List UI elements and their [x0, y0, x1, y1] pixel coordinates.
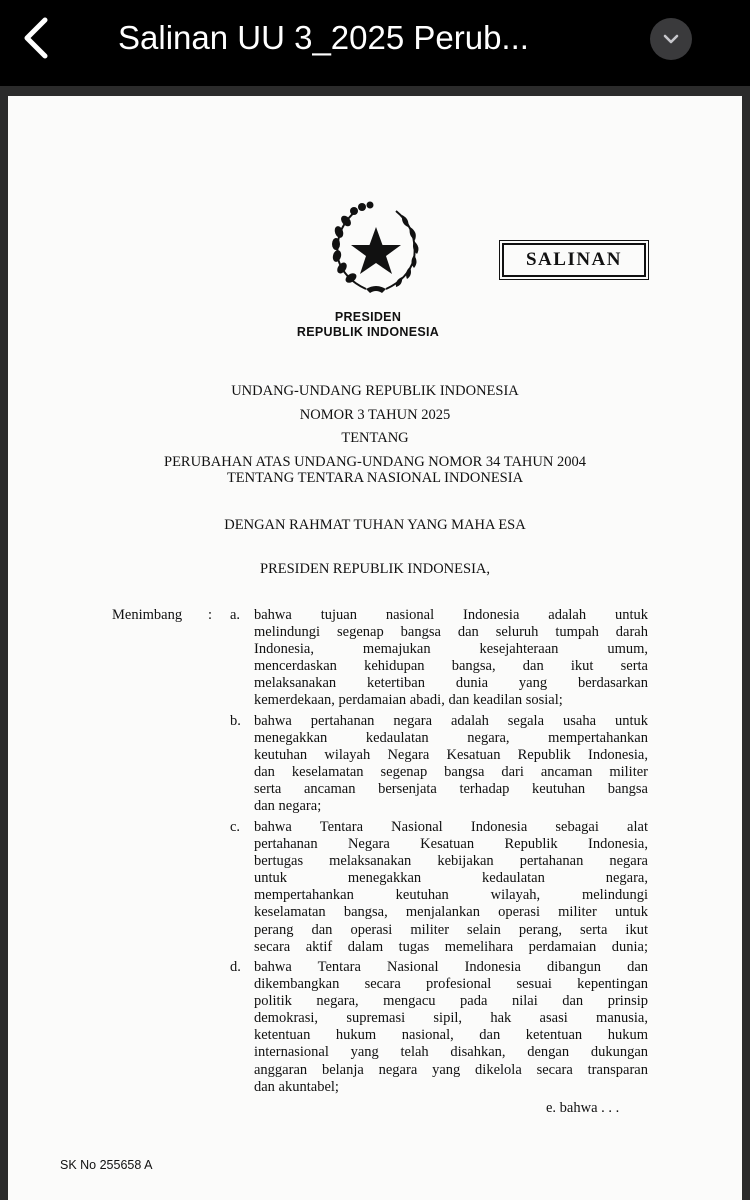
text-line: dikembangkan secara profesional sesuai kepentingan — [254, 976, 648, 993]
text-line: mempertahankan keutuhan wilayah, melindungi — [254, 887, 648, 904]
consideration-text — [254, 819, 648, 956]
chevron-left-icon — [21, 16, 51, 60]
text-line: dan akuntabel; — [254, 1078, 339, 1095]
text-line: bertugas melaksanakan kebijakan pertahanan negara — [254, 853, 648, 870]
text-line: bahwa tujuan nasional Indonesia adalah untuk — [254, 607, 648, 623]
president-title: PRESIDEN REPUBLIK INDONESIA, — [260, 561, 490, 577]
menimbang-label: Menimbang — [112, 607, 183, 623]
consideration-text — [254, 607, 648, 710]
text-line: keselamatan bangsa, menjalankan operasi militer untuk — [254, 904, 648, 921]
text-line: internasional yang telah disahkan, dengan dukungan — [254, 1044, 648, 1061]
text-line: bahwa pertahanan negara adalah segala usaha untuk — [254, 713, 648, 729]
law-heading: UNDANG-UNDANG REPUBLIK INDONESIA — [231, 383, 519, 399]
law-subject-line: PERUBAHAN ATAS UNDANG-UNDANG NOMOR 34 TAHUN 2004 — [164, 454, 586, 470]
text-line: menegakkan kedaulatan negara, mempertahankan — [254, 730, 648, 747]
text-line: serta ancaman bersenjata terhadap keutuhan bangsa — [254, 781, 648, 798]
text-line: dan negara; — [254, 798, 322, 815]
consideration-text — [254, 959, 648, 1096]
text-line: politik negara, mengacu pada nilai dan prinsip — [254, 993, 648, 1010]
invocation: DENGAN RAHMAT TUHAN YANG MAHA ESA — [224, 517, 526, 533]
top-bar — [0, 0, 750, 78]
law-number: NOMOR 3 TAHUN 2025 — [299, 407, 451, 423]
text-line: ketentuan hukum nasional, dan ketentuan hukum — [254, 1027, 648, 1044]
sk-number: SK No 255658 A — [60, 1158, 153, 1172]
consideration-letter: d. — [230, 959, 241, 975]
president-label — [258, 310, 478, 340]
consideration-letter: a. — [230, 607, 241, 623]
next-page-marker: e. bahwa . . . — [546, 1100, 620, 1116]
president-label-line: PRESIDEN — [334, 310, 402, 324]
chevron-down-icon — [660, 28, 682, 50]
text-line: bahwa Tentara Nasional Indonesia sebagai alat — [254, 819, 648, 835]
consideration-letter: c. — [230, 819, 241, 835]
text-line: demokrasi, supremasi sipil, hak asasi manusia, — [254, 1010, 648, 1027]
text-line: mencerdaskan kehidupan bangsa, dan ikut serta — [254, 658, 648, 675]
text-line: dan keselamatan segenap bangsa dari ancaman militer — [254, 764, 648, 781]
consideration-text — [254, 713, 648, 816]
back-button[interactable] — [8, 8, 64, 68]
text-line: perang dan operasi militer selain perang, serta ikut — [254, 921, 648, 938]
law-subject-line: TENTANG TENTARA NASIONAL INDONESIA — [226, 470, 524, 486]
text-line: untuk menegakkan kedaulatan negara, — [254, 870, 648, 887]
text-line: melaksanakan ketertiban dunia yang berdasarkan — [254, 675, 648, 692]
presidential-emblem-icon — [326, 199, 426, 297]
more-options-button[interactable] — [650, 18, 692, 60]
text-line: melindungi segenap bangsa dan seluruh tumpah darah — [254, 624, 648, 641]
document-page — [8, 96, 742, 1200]
menimbang-colon: : — [208, 607, 213, 623]
president-label-line: REPUBLIK INDONESIA — [296, 325, 440, 339]
text-line: kemerdekaan, perdamaian abadi, dan keadilan sosial; — [254, 692, 563, 709]
law-tentang: TENTANG — [341, 430, 409, 446]
text-line: keutuhan wilayah Negara Kesatuan Republik Indonesia, — [254, 747, 648, 764]
salinan-stamp: SALINAN — [502, 243, 646, 277]
text-line: bahwa Tentara Nasional Indonesia dibangun dan — [254, 959, 648, 975]
text-line: anggaran belanja negara yang dikelola secara transparan — [254, 1061, 648, 1078]
text-line: Indonesia, memajukan kesejahteraan umum, — [254, 641, 648, 658]
document-title: Salinan UU 3_2025 Perub... — [118, 19, 529, 56]
text-line: pertahanan Negara Kesatuan Republik Indonesia, — [254, 836, 648, 853]
text-line: secara aktif dalam tugas memelihara perdamaian dunia; — [254, 938, 648, 955]
consideration-letter: b. — [230, 713, 241, 729]
